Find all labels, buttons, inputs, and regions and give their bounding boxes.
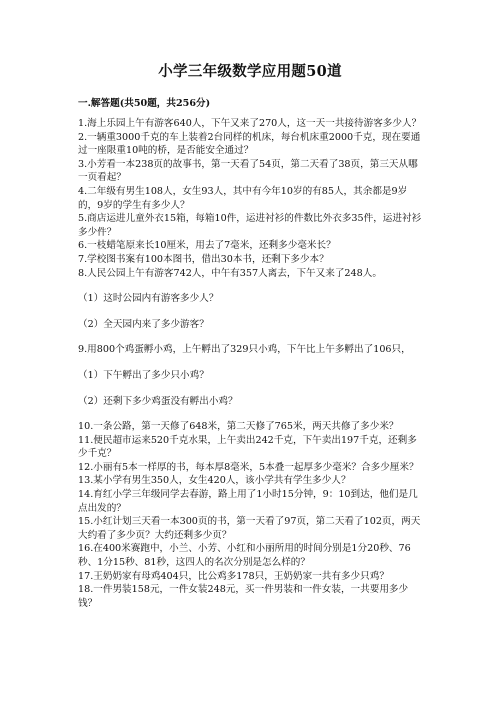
- question-1: 1.海上乐园上午有游客640人，下午又来了270人，这一天一共接待游客多少人？: [78, 118, 422, 129]
- question-5: 5.商店运进儿童外衣15箱，每箱10件，运进衬衫的件数比外衣多35件，运进衬衫多少件？: [78, 213, 422, 238]
- question-list: [78, 117, 426, 610]
- question-2: 2.一辆重3000千克的车上装着2台同样的机床，每台机床重2000千克，现在要通过一座限重10吨的桥，是否能安全通过？: [78, 131, 421, 157]
- section-heading: 一.解答题(共50题，共256分): [78, 98, 211, 109]
- question-6: 6.一枝蜡笔原来长10厘米，用去了7毫米，还剩多少毫米长？: [78, 240, 336, 252]
- question-14: 14.育红小学三年级同学去春游，路上用了1小时15分钟，9：10到达，他们是几点出发的？: [78, 489, 418, 514]
- question-8-part-2: （2）全天园内来了多少游客？: [78, 318, 209, 330]
- question-7: 7.学校图书案有100本图书，借出30本书，还剩下多少本？: [78, 253, 329, 265]
- question-16: 16.在400米赛跑中，小兰、小芳、小红和小丽所用的时间分别是1分20秒、76秒、1分15秒、81秒，这四人的名次分别是怎么样的？: [78, 543, 411, 569]
- question-8-part-1: （1）这时公园内有游客多少人？: [78, 293, 219, 305]
- question-11: 11.便民超市运来520千克水果，上午卖出242千克，下午卖出197千克，还剩多少千克？: [78, 434, 417, 460]
- question-4: 4.二年级有男生108人，女生93人，其中有今年10岁的有85人，其余都是9岁的，9岁的学生有多少人？: [78, 185, 408, 211]
- question-3: 3.小芳看一本238页的故事书，第一天看了54页，第二天看了38页，第三天从哪一页看起？: [78, 158, 418, 184]
- question-13: 13.某小学有男生350人，女生420人，该小学共有学生多少人？: [78, 475, 351, 487]
- question-17: 17.王奶奶家有母鸡404只，比公鸡多178只，王奶奶家一共有多少只鸡？: [78, 570, 389, 582]
- question-9-part-2: （2）还剩下多少鸡蛋没有孵出小鸡？: [78, 395, 238, 407]
- question-18: 18.一件男装158元，一件女装248元，买一件男装和一件女装，一共要用多少钱？: [78, 584, 409, 609]
- page-title: 小学三年级数学应用题50道: [158, 63, 342, 80]
- question-9-part-1: （1）下午孵出了多少只小鸡？: [78, 369, 209, 381]
- question-9: 9.用800个鸡蛋孵小鸡，上午孵出了329只小鸡，下午比上午多孵出了106只，: [78, 344, 411, 356]
- question-15: 15.小红计划三天看一本300页的书，第一天看了97页，第二天看了102页，两天大约看了多少页？大约还剩多少页？: [78, 516, 421, 541]
- question-10: 10.一条公路，第一天修了648米，第二天修了765米，两天共修了多少米？: [78, 421, 399, 433]
- question-12: 12.小丽有5本一样厚的书，每本厚8毫米，5本叠一起厚多少毫米？合多少厘米？: [78, 461, 419, 473]
- question-8: 8.人民公园上午有游客742人，中午有357人离去，下午又来了248人。: [78, 267, 382, 279]
